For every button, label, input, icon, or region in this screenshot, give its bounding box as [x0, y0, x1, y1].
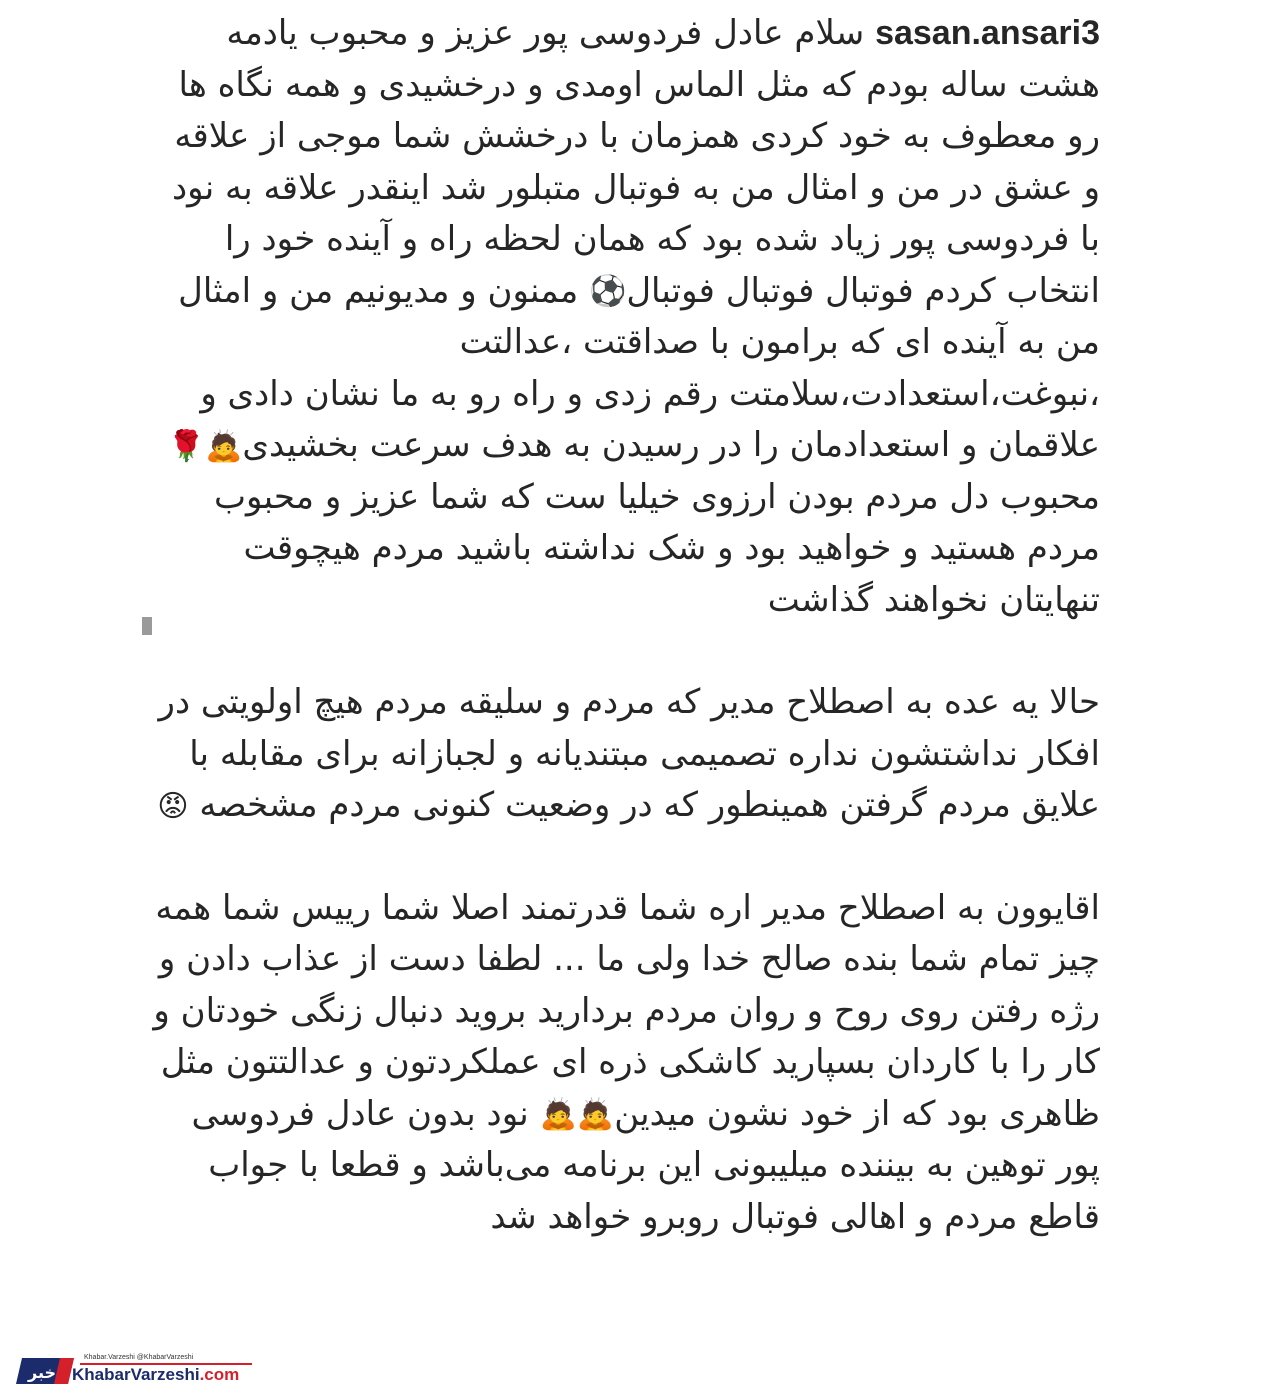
caption-text: اقایوون به اصطلاح مدیر اره شما قدرتمند اصلا شما رییس شما همه چیز تمام شما بنده صالح خدا ولی ما ... لطفا دست از عذاب دادن و رژه رفتن روی روح و روان مردم بردارید بروید دنبال زنگی خودتان و کار را با کاردان بسپارید کاشکی ذره ای عملکردتون و عدالتتون مثل ظاهری بود که از خود نشون میدین	[153, 887, 1100, 1134]
caption-paragraph-2	[150, 677, 1100, 832]
site-name-text: KhabarVarzeshi	[72, 1365, 200, 1384]
social-handles: Khabar.Varzeshi @KhabarVarzeshi	[84, 1354, 194, 1361]
caption-paragraph-1	[150, 8, 1100, 626]
site-name	[72, 1365, 239, 1385]
caption-text: نود بدون عادل فردوسی پور توهین به بیننده میلیبونی این برنامه می‌باشد و قطعا با جواب قاطع مردم و اهالی فوتبال روبرو خواهد شد	[191, 1093, 1100, 1237]
person-bowing-icon: 🙇	[539, 1097, 577, 1132]
caption-text: حالا یه عده به اصطلاح مدیر که مردم و سلیقه مردم هیچ اولویتی در افکار نداشتشون نداره تصمیمی مبتندیانه و لجبازانه برای مقابله با علایق مردم گرفتن همینطور که در وضعیت کنونی مردم مشخصه	[158, 682, 1100, 825]
site-tld: .com	[199, 1365, 240, 1384]
angry-face-icon: 😡	[157, 788, 189, 824]
caption-text: ممنون و مدیونیم من و امثال من به آینده ای که برامون با صداقتت ،عدالتت ،نبوغت،استعدادت،سلامتت رقم زدی و راه رو به ما نشان دادی و علاقمان و استعدادمان را در رسیدن به هدف سرعت بخشیدی	[178, 270, 1100, 465]
rose-icon: 🌹	[167, 428, 206, 464]
person-bowing-icon: 🙇	[576, 1097, 615, 1132]
post-caption	[150, 8, 1100, 1243]
caption-text: سلام عادل فردوسی پور عزیز و محبوب یادمه هشت ساله بودم که مثل الماس اومدی و درخشیدی و همه نگاه ها رو معطوف به خود کردی همزمان با درخشش شما موجی از علاقه و عشق در من و امثال من به فوتبال متبلور شد اینقدر علاقه به نود با فردوسی پور زیاد شده بود که همان لحظه راه و آینده خود را انتخاب کردم فوتبال فوتبال فوتبال	[172, 13, 1100, 311]
soccer-ball-icon: ⚽	[588, 274, 627, 309]
caption-paragraph-3	[150, 883, 1100, 1244]
person-bowing-icon: 🙇	[205, 428, 243, 464]
caption-text: محبوب دل مردم بودن ارزوی خیلیا ست که شما عزیز و محبوب مردم هستید و خواهید بود و شک نداشته باشید مردم هیچوقت تنهایتان نخواهند گذاشت	[214, 476, 1100, 620]
khabarvarzeshi-logo-icon	[14, 1354, 76, 1388]
scrollbar-handle[interactable]	[142, 617, 152, 635]
site-watermark	[14, 1352, 254, 1392]
username-link[interactable]: sasan.ansari3	[875, 14, 1100, 52]
logo-badge-text: خبر	[27, 1363, 57, 1382]
